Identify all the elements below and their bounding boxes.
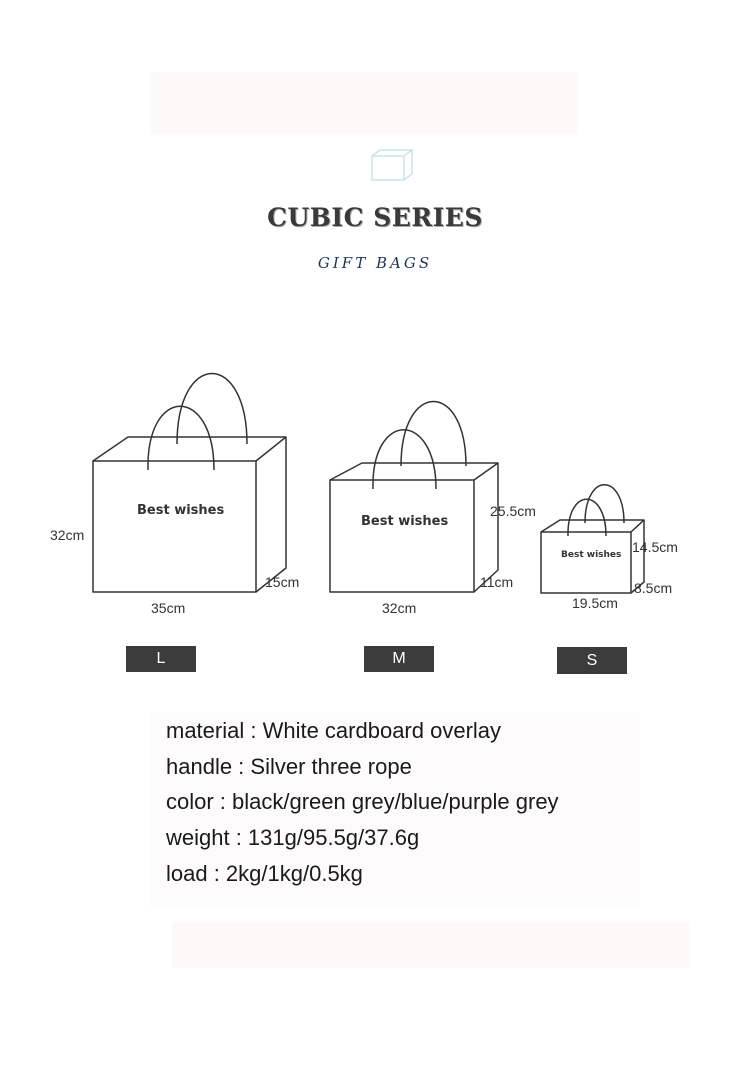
bag-l-width-label: 35cm bbox=[151, 600, 186, 616]
bag-m-depth-label: 11cm bbox=[480, 574, 514, 590]
bag-s-outline bbox=[541, 485, 644, 593]
spec-material: material : White cardboard overlay bbox=[166, 718, 502, 743]
spec-weight: weight : 131g/95.5g/37.6g bbox=[166, 825, 420, 850]
bag-s-width-label: 19.5cm bbox=[572, 595, 618, 611]
spec-handle: handle : Silver three rope bbox=[166, 754, 412, 779]
spec-load: load : 2kg/1kg/0.5kg bbox=[166, 861, 363, 886]
bag-s-height-label: 14.5cm bbox=[632, 539, 678, 555]
page-title: CUBIC SERIES bbox=[267, 203, 483, 232]
size-tab-s: S bbox=[557, 647, 627, 674]
cube-outline-icon bbox=[370, 148, 416, 182]
top-banner-strip bbox=[150, 72, 578, 134]
bag-m-width-label: 32cm bbox=[382, 600, 417, 616]
page-subtitle: GIFT BAGS bbox=[317, 254, 433, 272]
bag-l-outline bbox=[93, 374, 286, 593]
bag-l-print-text: Best wishes bbox=[137, 503, 225, 518]
bag-m-outline bbox=[330, 402, 498, 593]
bags-illustration bbox=[0, 360, 750, 610]
bag-s-print-text: Best wishes bbox=[561, 550, 622, 560]
bag-m-print-text: Best wishes bbox=[361, 514, 449, 529]
spec-color: color : black/green grey/blue/purple grey bbox=[166, 789, 559, 814]
bag-m-height-label: 25.5cm bbox=[490, 503, 536, 519]
bag-l-height-label: 32cm bbox=[50, 527, 85, 543]
size-tab-m: M bbox=[364, 646, 434, 672]
bottom-banner-strip bbox=[172, 922, 690, 968]
size-tab-l: L bbox=[126, 646, 196, 672]
bag-l-depth-label: 15cm bbox=[265, 574, 300, 590]
bag-s-depth-label: 8.5cm bbox=[634, 580, 673, 596]
